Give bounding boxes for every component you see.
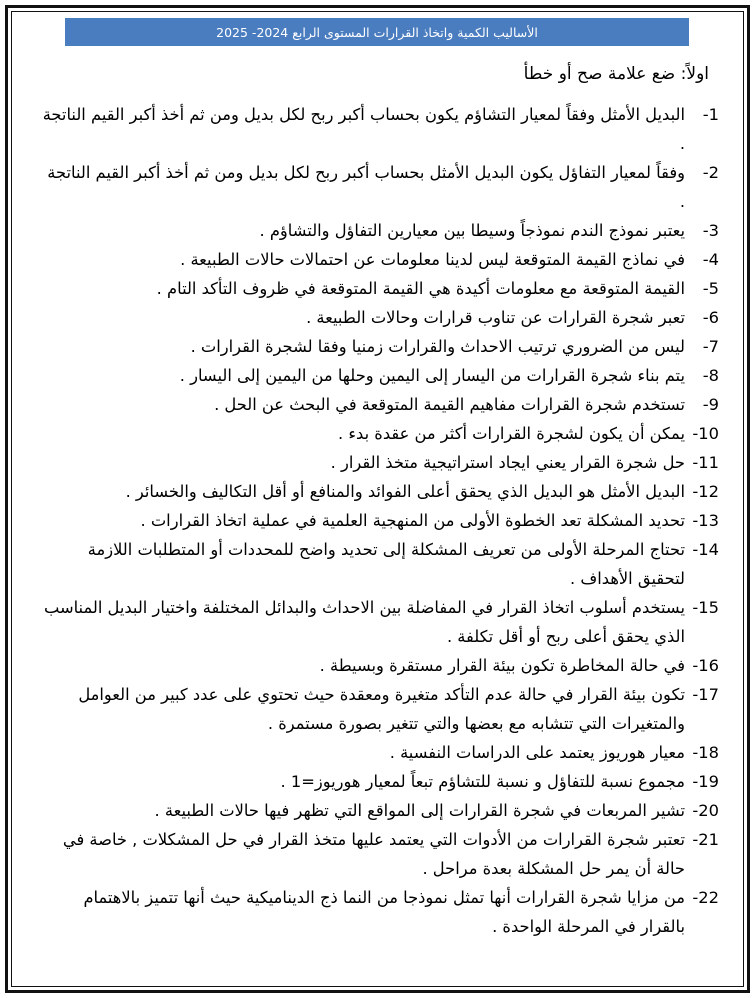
item-text: القيمة المتوقعة مع معلومات أكيدة هي القيمة المتوقعة في ظروف التأكد التام . <box>156 279 685 298</box>
list-item <box>40 419 719 448</box>
list-item <box>40 680 719 738</box>
item-text: تحتاج المرحلة الأولى من تعريف المشكلة إلى تحديد واضح للمحددات أو المتطلبات اللازمة لتحقيق الأهداف . <box>87 540 685 588</box>
item-text: تعبر شجرة القرارات عن تناوب قرارات وحالات الطبيعة . <box>306 308 685 327</box>
item-text: يتم بناء شجرة القرارات من اليسار إلى اليمين وحلها من اليمين إلى اليسار . <box>179 366 685 385</box>
item-text: في حالة المخاطرة تكون بيئة القرار مستقرة وبسيطة . <box>319 656 685 675</box>
item-number: 9- <box>702 395 719 414</box>
item-number: 13- <box>692 511 719 530</box>
item-text: يستخدم أسلوب اتخاذ القرار في المفاضلة بين الاحداث والبدائل المختلفة واختيار البديل المناسب الذي يحقق أعلى ربح أو أقل تكلفة . <box>43 598 685 646</box>
list-item <box>40 448 719 477</box>
header-title: الأساليب الكمية واتخاذ القرارات المستوى الرابع 2024- 2025 <box>216 24 538 40</box>
list-item <box>40 390 719 419</box>
item-text: يمكن أن يكون لشجرة القرارات أكثر من عقدة بدء . <box>338 424 685 443</box>
item-text: مجموع نسبة للتفاؤل و نسبة للتشاؤم تبعاً لمعيار هوريوز=1 . <box>280 772 685 791</box>
list-item <box>40 100 719 158</box>
item-text: البديل الأمثل هو البديل الذي يحقق أعلى الفوائد والمنافع أو أقل التكاليف والخسائر . <box>125 482 685 501</box>
list-item <box>40 274 719 303</box>
list-item <box>40 651 719 680</box>
item-text: ليس من الضروري ترتيب الاحداث والقرارات زمنيا وفقا لشجرة القرارات . <box>190 337 685 356</box>
item-number: 6- <box>702 308 719 327</box>
item-number: 14- <box>692 540 719 559</box>
list-item <box>40 361 719 390</box>
list-item <box>40 738 719 767</box>
item-text: تستخدم شجرة القرارات مفاهيم القيمة المتوقعة في البحث عن الحل . <box>214 395 685 414</box>
item-text: من مزايا شجرة القرارات أنها تمثل نموذجا من النما ذج الديناميكية حيث أنها تتميز بالاهتمام بالقرار في المرحلة الواحدة . <box>83 888 685 936</box>
header-banner <box>65 18 689 46</box>
list-item <box>40 158 719 216</box>
item-text: تكون بيئة القرار في حالة عدم التأكد متغيرة ومعقدة حيث تحتوي على عدد كبير من العوامل والمتغيرات التي تتشابه مع بعضها والتي تتغير بصورة مستمرة . <box>78 685 685 733</box>
item-text: تشير المربعات في شجرة القرارات إلى المواقع التي تظهر فيها حالات الطبيعة . <box>154 801 685 820</box>
item-number: 15- <box>692 598 719 617</box>
item-number: 1- <box>702 105 719 124</box>
item-text: تحديد المشكلة تعد الخطوة الأولى من المنهجية العلمية في عملية اتخاذ القرارات . <box>140 511 685 530</box>
item-number: 18- <box>692 743 719 762</box>
item-number: 12- <box>692 482 719 501</box>
item-number: 22- <box>692 888 719 907</box>
item-text: تعتبر شجرة القرارات من الأدوات التي يعتمد عليها متخذ القرار في حل المشكلات , خاصة في حالة أن يمر حل المشكلة بعدة مراحل . <box>62 830 685 878</box>
item-number: 20- <box>692 801 719 820</box>
item-number: 11- <box>692 453 719 472</box>
list-item <box>40 796 719 825</box>
item-text: وفقاً لمعيار التفاؤل يكون البديل الأمثل بحساب أكبر ربح لكل بديل ومن ثم أخذ أكبر القيم الناتجة . <box>47 163 685 211</box>
list-item <box>40 883 719 941</box>
item-text: حل شجرة القرار يعني ايجاد استراتيجية متخذ القرار . <box>330 453 685 472</box>
item-number: 4- <box>702 250 719 269</box>
list-item <box>40 332 719 361</box>
item-number: 7- <box>702 337 719 356</box>
item-number: 16- <box>692 656 719 675</box>
list-item <box>40 825 719 883</box>
item-number: 21- <box>692 830 719 849</box>
item-text: في نماذج القيمة المتوقعة ليس لدينا معلومات عن احتمالات حالات الطبيعة . <box>180 250 685 269</box>
list-item <box>40 477 719 506</box>
list-item <box>40 216 719 245</box>
item-text: يعتبر نموذج الندم نموذجاً وسيطا بين معيارين التفاؤل والتشاؤم . <box>259 221 685 240</box>
item-number: 8- <box>702 366 719 385</box>
item-number: 17- <box>692 685 719 704</box>
list-item <box>40 535 719 593</box>
section-title: اولاً: ضع علامة صح أو خطأ <box>523 64 709 84</box>
item-text: البديل الأمثل وفقاً لمعيار التشاؤم يكون بحساب أكبر ربح لكل بديل ومن ثم أخذ أكبر القيم الناتجة . <box>42 105 685 153</box>
list-item <box>40 767 719 796</box>
list-item <box>40 506 719 535</box>
item-number: 3- <box>702 221 719 240</box>
list-item <box>40 245 719 274</box>
item-number: 10- <box>692 424 719 443</box>
item-number: 2- <box>702 163 719 182</box>
item-number: 19- <box>692 772 719 791</box>
list-item <box>40 593 719 651</box>
item-text: معيار هوريوز يعتمد على الدراسات النفسية . <box>389 743 685 762</box>
list-item <box>40 303 719 332</box>
statement-list <box>40 100 719 941</box>
item-number: 5- <box>702 279 719 298</box>
